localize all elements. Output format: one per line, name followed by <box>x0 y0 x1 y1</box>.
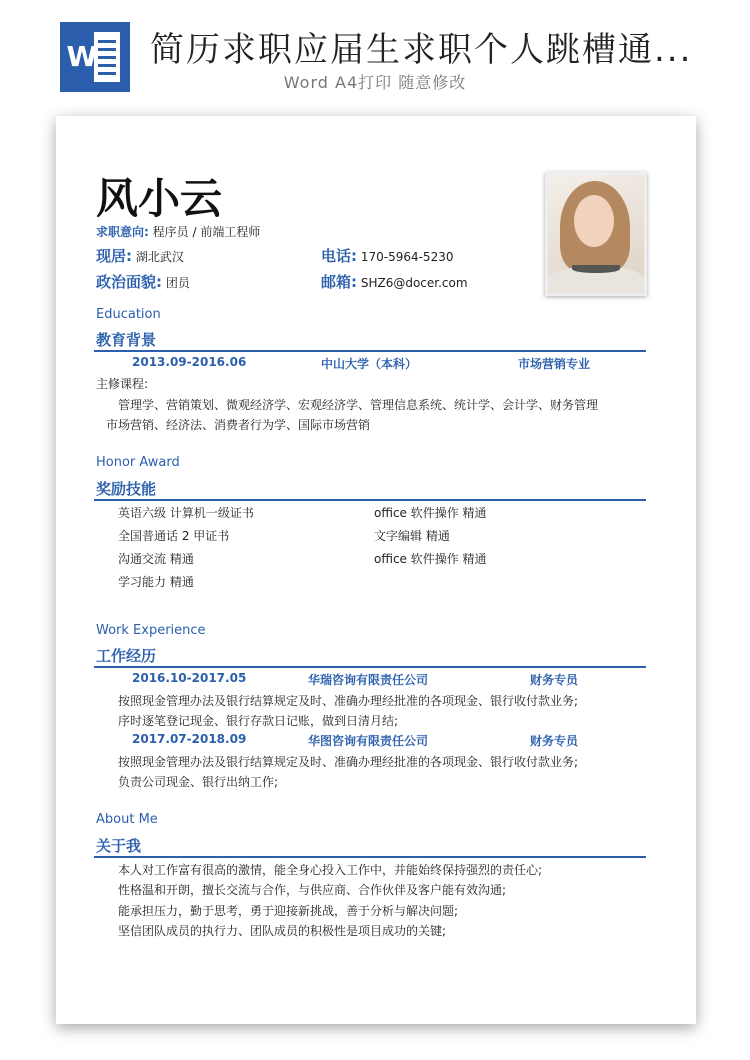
job-date: 2017.07-2018.09 <box>132 732 247 746</box>
document-title: 简历求职应届生求职个人跳槽通... <box>150 30 693 70</box>
job-intent-label: 求职意向: <box>96 225 149 239</box>
about-divider <box>94 856 646 858</box>
education-major: 市场营销专业 <box>518 357 591 371</box>
job-intent <box>96 223 260 240</box>
phone-label: 电话: <box>321 247 357 265</box>
location-info <box>96 245 184 266</box>
honor-title-cn: 奖励技能 <box>96 480 157 498</box>
courses-label: 主修课程: <box>96 377 149 391</box>
phone-value: 170-5964-5230 <box>360 250 454 264</box>
resume-page <box>56 116 696 1024</box>
job-intent-value: 程序员 / 前端工程师 <box>152 225 261 239</box>
location-label: 现居: <box>96 247 132 265</box>
about-line: 本人对工作富有很高的激情，能全身心投入工作中，并能始终保持强烈的责任心; <box>118 863 543 877</box>
document-subtitle: Word A4打印 随意修改 <box>283 73 467 92</box>
honor-divider <box>94 499 646 501</box>
email-value: SHZ6@docer.com <box>360 276 468 290</box>
job-date: 2016.10-2017.05 <box>132 671 247 685</box>
about-line: 坚信团队成员的执行力、团队成员的积极性是项目成功的关键; <box>118 924 447 938</box>
education-date: 2013.09-2016.06 <box>132 355 247 369</box>
education-title-en: Education <box>96 307 161 322</box>
skill-item: office 软件操作 精通 <box>374 552 487 566</box>
about-line: 性格温和开朗，擅长交流与合作，与供应商、合作伙伴及客户能有效沟通; <box>118 883 507 897</box>
job-position: 财务专员 <box>530 673 579 687</box>
job-duty: 负责公司现金、银行出纳工作; <box>118 775 279 789</box>
candidate-name: 风小云 <box>96 174 223 223</box>
work-title-cn: 工作经历 <box>96 647 157 665</box>
document-header <box>0 0 750 110</box>
email-info <box>321 271 468 292</box>
education-title-cn: 教育背景 <box>96 331 157 349</box>
skill-item: 沟通交流 精通 <box>118 552 194 566</box>
work-title-en: Work Experience <box>96 623 206 638</box>
skill-item: 英语六级 计算机一级证书 <box>118 506 254 520</box>
about-title-cn: 关于我 <box>96 837 142 855</box>
skill-item: 全国普通话 2 甲证书 <box>118 529 230 543</box>
work-divider <box>94 666 646 668</box>
courses-line: 市场营销、经济法、消费者行为学、国际市场营销 <box>106 418 371 432</box>
job-duty: 按照现金管理办法及银行结算规定及时、准确办理经批准的各项现金、银行收付款业务; <box>118 755 579 769</box>
job-company: 华瑞咨询有限责任公司 <box>308 673 429 687</box>
politics-value: 团员 <box>165 276 190 290</box>
job-duty: 按照现金管理办法及银行结算规定及时、准确办理经批准的各项现金、银行收付款业务; <box>118 694 579 708</box>
profile-photo <box>545 172 647 296</box>
word-document-icon <box>60 22 130 92</box>
job-duty: 序时逐笔登记现金、银行存款日记账，做到日清月结; <box>118 714 399 728</box>
about-title-en: About Me <box>96 812 158 827</box>
job-company: 华图咨询有限责任公司 <box>308 734 429 748</box>
skill-item: 文字编辑 精通 <box>374 529 450 543</box>
email-label: 邮箱: <box>321 273 357 291</box>
honor-title-en: Honor Award <box>96 455 180 470</box>
education-school: 中山大学（本科） <box>321 357 418 371</box>
politics-label: 政治面貌: <box>96 273 162 291</box>
phone-info <box>321 245 453 266</box>
job-position: 财务专员 <box>530 734 579 748</box>
education-divider <box>94 350 646 352</box>
politics-info <box>96 271 190 292</box>
courses-line: 管理学、营销策划、微观经济学、宏观经济学、管理信息系统、统计学、会计学、财务管理 <box>118 398 599 412</box>
word-letter: W <box>66 40 98 73</box>
skill-item: office 软件操作 精通 <box>374 506 487 520</box>
location-value: 湖北武汉 <box>135 250 184 264</box>
skill-item: 学习能力 精通 <box>118 575 194 589</box>
about-line: 能承担压力，勤于思考，勇于迎接新挑战，善于分析与解决问题; <box>118 904 459 918</box>
